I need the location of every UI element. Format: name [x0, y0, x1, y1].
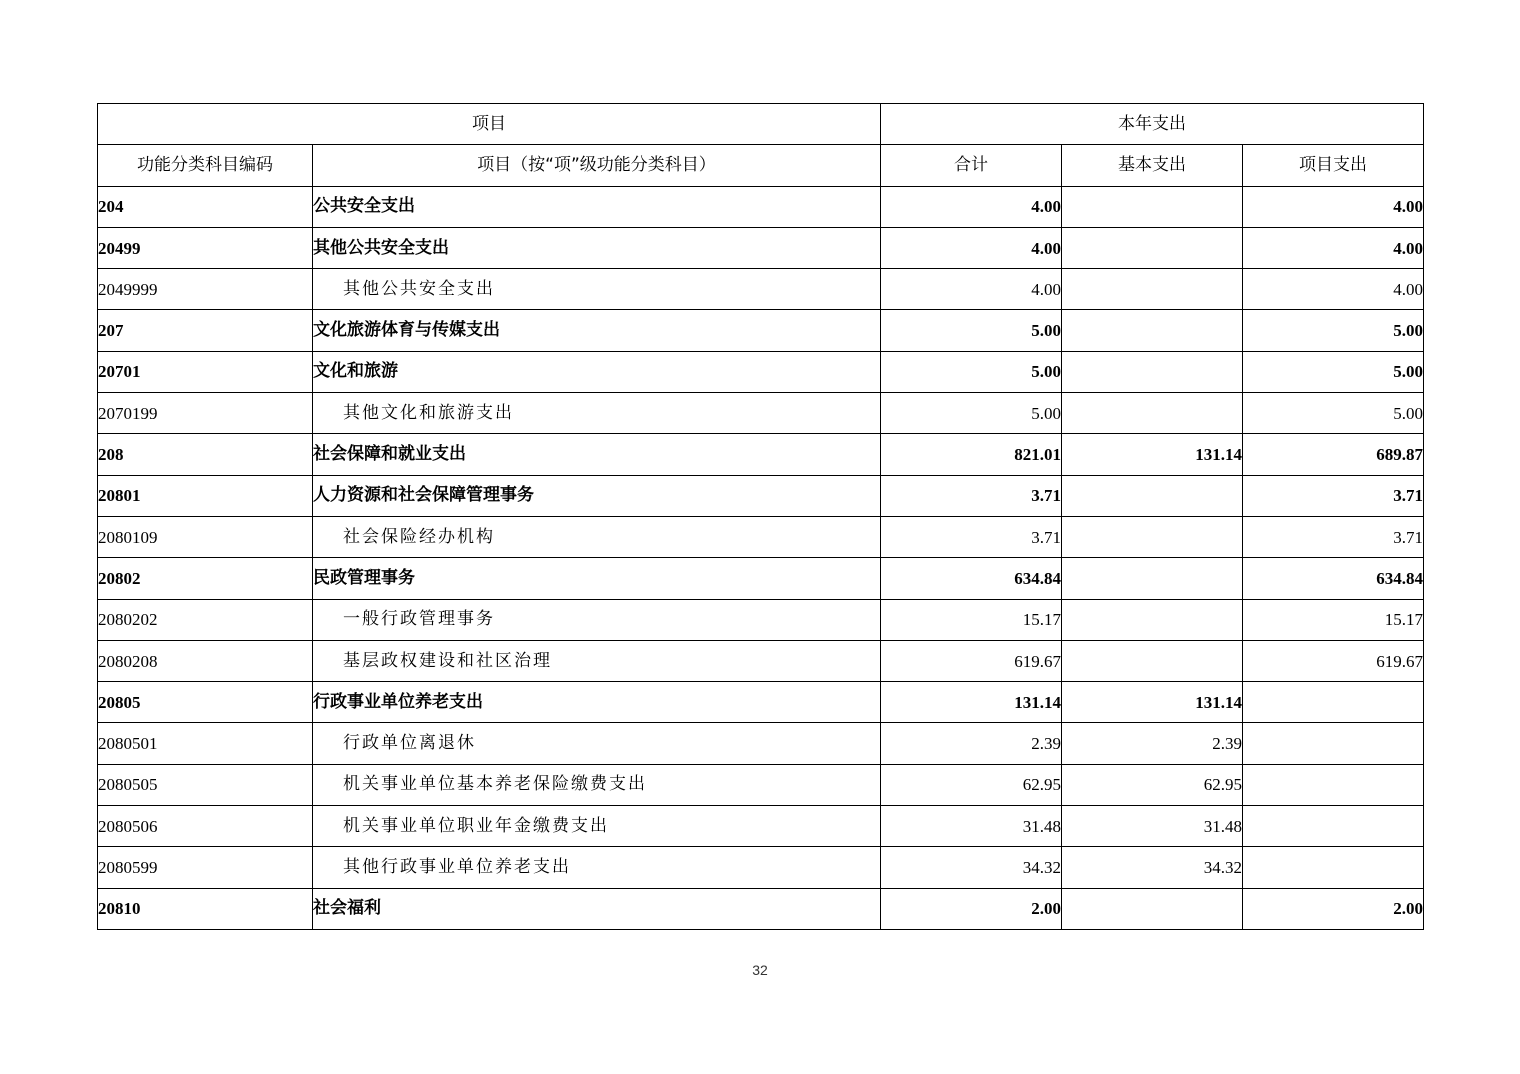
row-code: 2080208 — [98, 640, 313, 681]
row-basic-expense: 34.32 — [1062, 847, 1243, 888]
row-project-expense: 5.00 — [1243, 310, 1424, 351]
row-project-expense — [1243, 847, 1424, 888]
row-basic-expense — [1062, 393, 1243, 434]
header-total: 合计 — [881, 145, 1062, 186]
row-basic-expense — [1062, 640, 1243, 681]
header-current-year-expense: 本年支出 — [881, 104, 1424, 145]
header-basic-expense: 基本支出 — [1062, 145, 1243, 186]
row-item-name: 基层政权建设和社区治理 — [313, 640, 881, 681]
row-total: 619.67 — [881, 640, 1062, 681]
row-item-name: 其他行政事业单位养老支出 — [313, 847, 881, 888]
row-item-name: 社会保险经办机构 — [313, 516, 881, 557]
row-code: 2080109 — [98, 516, 313, 557]
header-code: 功能分类科目编码 — [98, 145, 313, 186]
row-item-name: 其他公共安全支出 — [313, 269, 881, 310]
row-basic-expense — [1062, 351, 1243, 392]
row-code: 2080599 — [98, 847, 313, 888]
row-total: 3.71 — [881, 516, 1062, 557]
row-total: 2.39 — [881, 723, 1062, 764]
row-code: 20805 — [98, 682, 313, 723]
row-item-name: 其他文化和旅游支出 — [313, 393, 881, 434]
header-row-1 — [98, 104, 1424, 145]
row-total: 62.95 — [881, 764, 1062, 805]
row-project-expense: 634.84 — [1243, 558, 1424, 599]
table-row — [98, 393, 1424, 434]
row-total: 5.00 — [881, 310, 1062, 351]
table-row — [98, 888, 1424, 929]
table-row — [98, 847, 1424, 888]
row-total: 2.00 — [881, 888, 1062, 929]
row-total: 5.00 — [881, 393, 1062, 434]
row-project-expense: 689.87 — [1243, 434, 1424, 475]
row-item-name: 社会保障和就业支出 — [313, 434, 881, 475]
table-row — [98, 269, 1424, 310]
row-project-expense — [1243, 764, 1424, 805]
header-project-expense: 项目支出 — [1243, 145, 1424, 186]
header-item: 项目 — [98, 104, 881, 145]
row-item-name: 机关事业单位基本养老保险缴费支出 — [313, 764, 881, 805]
row-code: 20701 — [98, 351, 313, 392]
row-project-expense: 5.00 — [1243, 393, 1424, 434]
row-item-name: 机关事业单位职业年金缴费支出 — [313, 806, 881, 847]
table-row — [98, 682, 1424, 723]
row-item-name: 公共安全支出 — [313, 186, 881, 227]
row-code: 2070199 — [98, 393, 313, 434]
row-code: 2080505 — [98, 764, 313, 805]
page-number: 32 — [752, 962, 768, 978]
row-code: 20499 — [98, 227, 313, 268]
row-project-expense: 5.00 — [1243, 351, 1424, 392]
row-code: 2080202 — [98, 599, 313, 640]
table-row — [98, 516, 1424, 557]
row-total: 821.01 — [881, 434, 1062, 475]
row-code: 204 — [98, 186, 313, 227]
row-code: 208 — [98, 434, 313, 475]
row-item-name: 社会福利 — [313, 888, 881, 929]
table-row — [98, 186, 1424, 227]
row-item-name: 行政单位离退休 — [313, 723, 881, 764]
table-row — [98, 558, 1424, 599]
row-total: 5.00 — [881, 351, 1062, 392]
row-item-name: 其他公共安全支出 — [313, 227, 881, 268]
row-project-expense — [1243, 806, 1424, 847]
row-project-expense: 2.00 — [1243, 888, 1424, 929]
row-total: 15.17 — [881, 599, 1062, 640]
table-row — [98, 227, 1424, 268]
row-item-name: 文化和旅游 — [313, 351, 881, 392]
table-row — [98, 806, 1424, 847]
row-item-name: 行政事业单位养老支出 — [313, 682, 881, 723]
row-project-expense: 3.71 — [1243, 516, 1424, 557]
row-code: 2049999 — [98, 269, 313, 310]
row-basic-expense — [1062, 516, 1243, 557]
row-basic-expense — [1062, 558, 1243, 599]
row-basic-expense — [1062, 310, 1243, 351]
row-basic-expense — [1062, 269, 1243, 310]
row-total: 131.14 — [881, 682, 1062, 723]
row-project-expense — [1243, 682, 1424, 723]
row-total: 34.32 — [881, 847, 1062, 888]
row-basic-expense — [1062, 599, 1243, 640]
header-row-2 — [98, 145, 1424, 186]
budget-expense-table — [97, 103, 1424, 930]
header-item-name: 项目（按“项”级功能分类科目） — [313, 145, 881, 186]
row-total: 4.00 — [881, 227, 1062, 268]
row-item-name: 一般行政管理事务 — [313, 599, 881, 640]
row-basic-expense — [1062, 186, 1243, 227]
row-project-expense: 619.67 — [1243, 640, 1424, 681]
row-total: 4.00 — [881, 186, 1062, 227]
row-project-expense: 4.00 — [1243, 269, 1424, 310]
row-code: 2080501 — [98, 723, 313, 764]
row-basic-expense — [1062, 475, 1243, 516]
row-project-expense: 3.71 — [1243, 475, 1424, 516]
row-total: 31.48 — [881, 806, 1062, 847]
row-project-expense — [1243, 723, 1424, 764]
table-row — [98, 640, 1424, 681]
row-item-name: 人力资源和社会保障管理事务 — [313, 475, 881, 516]
row-basic-expense — [1062, 888, 1243, 929]
row-project-expense: 4.00 — [1243, 227, 1424, 268]
table-row — [98, 351, 1424, 392]
row-code: 20801 — [98, 475, 313, 516]
table-row — [98, 475, 1424, 516]
row-code: 20802 — [98, 558, 313, 599]
row-total: 3.71 — [881, 475, 1062, 516]
row-basic-expense — [1062, 227, 1243, 268]
row-item-name: 文化旅游体育与传媒支出 — [313, 310, 881, 351]
row-project-expense: 15.17 — [1243, 599, 1424, 640]
row-basic-expense: 62.95 — [1062, 764, 1243, 805]
table-row — [98, 723, 1424, 764]
row-basic-expense: 2.39 — [1062, 723, 1243, 764]
table-row — [98, 764, 1424, 805]
row-code: 20810 — [98, 888, 313, 929]
table-row — [98, 434, 1424, 475]
row-basic-expense: 131.14 — [1062, 434, 1243, 475]
row-code: 207 — [98, 310, 313, 351]
row-basic-expense: 131.14 — [1062, 682, 1243, 723]
row-item-name: 民政管理事务 — [313, 558, 881, 599]
row-total: 4.00 — [881, 269, 1062, 310]
row-total: 634.84 — [881, 558, 1062, 599]
row-code: 2080506 — [98, 806, 313, 847]
row-basic-expense: 31.48 — [1062, 806, 1243, 847]
table-row — [98, 599, 1424, 640]
table-row — [98, 310, 1424, 351]
row-project-expense: 4.00 — [1243, 186, 1424, 227]
